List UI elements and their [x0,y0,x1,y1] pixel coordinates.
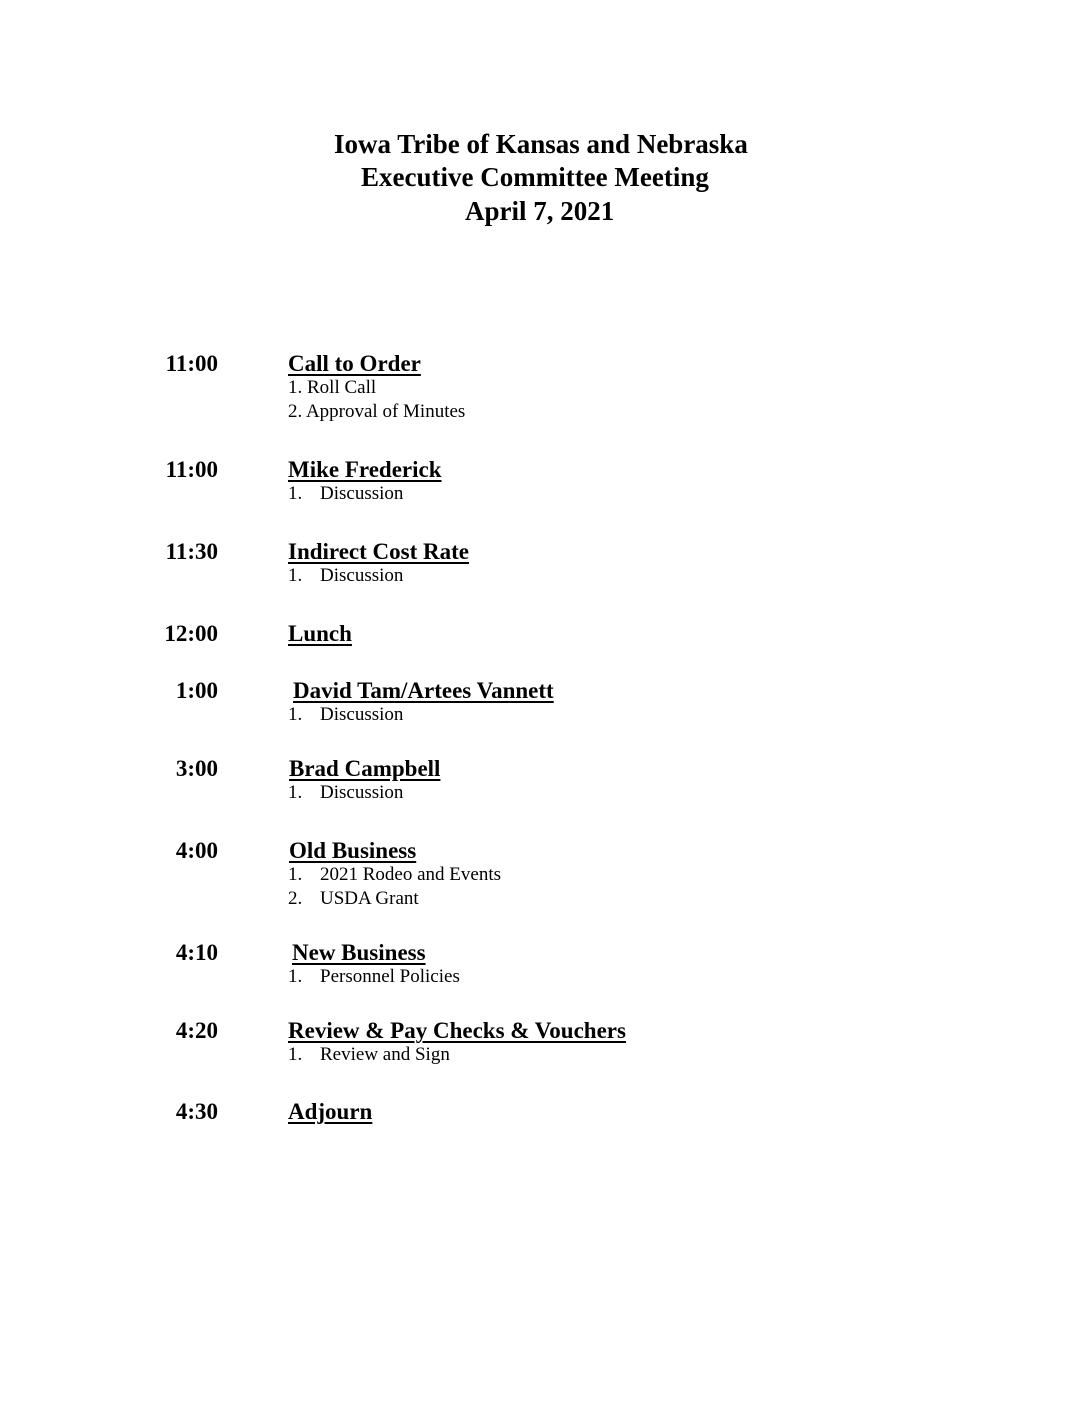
agenda-subitem [288,1043,450,1067]
agenda-subitems [288,376,465,424]
agenda-subitem [288,482,403,506]
agenda-subitems [288,1043,450,1067]
subitem-text: Discussion [320,483,404,504]
agenda-time: 4:00 [175,838,218,863]
organization-title: Iowa Tribe of Kansas and Nebraska [334,129,748,159]
agenda-title: David Tam/Artees Vannett [293,678,554,703]
agenda-time: 3:00 [175,756,218,781]
agenda-title: Lunch [288,621,352,646]
agenda-title: Old Business [289,838,417,863]
subitem-text: 2021 Rodeo and Events [320,864,502,885]
agenda-time: 4:30 [175,1099,218,1124]
subitem-number: 2. [288,888,303,909]
agenda-subitems [288,564,403,588]
agenda-subitem [288,703,403,727]
subitem-number: 1. [288,782,303,803]
agenda-title: Brad Campbell [289,756,441,781]
agenda-time: 4:10 [175,940,218,965]
agenda-subitem [288,564,403,588]
agenda-time: 11:00 [165,457,218,482]
subitem-number: 1. [288,704,303,725]
meeting-title: Executive Committee Meeting [361,162,709,192]
agenda-subitems [288,482,403,506]
meeting-date: April 7, 2021 [465,196,615,226]
agenda-subitem [288,965,460,989]
subitem-number: 1. [288,565,303,586]
agenda-subitem [288,400,465,424]
agenda-subitem [288,781,403,805]
agenda-title: Adjourn [288,1099,373,1124]
subitem-text: Roll Call [307,377,377,398]
agenda-title: Call to Order [288,351,421,376]
agenda-title: Review & Pay Checks & Vouchers [288,1018,626,1043]
subitem-number: 1. [288,377,303,398]
agenda-subitems [288,781,403,805]
agenda-subitem [288,376,465,400]
subitem-number: 1. [288,966,303,987]
agenda-title: Indirect Cost Rate [288,539,469,564]
agenda-time: 11:00 [165,351,218,376]
agenda-title: Mike Frederick [288,457,442,482]
subitem-text: Review and Sign [320,1044,450,1065]
agenda-time: 11:30 [165,539,218,564]
subitem-number: 1. [288,483,303,504]
agenda-time: 12:00 [164,621,218,646]
agenda-time: 1:00 [175,678,218,703]
subitem-number: 1. [288,864,303,885]
agenda-subitems [288,703,403,727]
subitem-number: 2. [288,401,303,422]
subitem-text: Personnel Policies [320,966,460,987]
subitem-text: Discussion [320,704,404,725]
agenda-time: 4:20 [175,1018,218,1043]
agenda-title: New Business [292,940,426,965]
agenda-subitem [288,863,501,887]
subitem-text: USDA Grant [320,888,419,909]
subitem-text: Approval of Minutes [305,401,466,422]
subitem-text: Discussion [320,565,404,586]
agenda-subitem [288,887,501,911]
subitem-number: 1. [288,1044,303,1065]
agenda-subitems [288,965,460,989]
subitem-text: Discussion [320,782,404,803]
agenda-subitems [288,863,501,911]
